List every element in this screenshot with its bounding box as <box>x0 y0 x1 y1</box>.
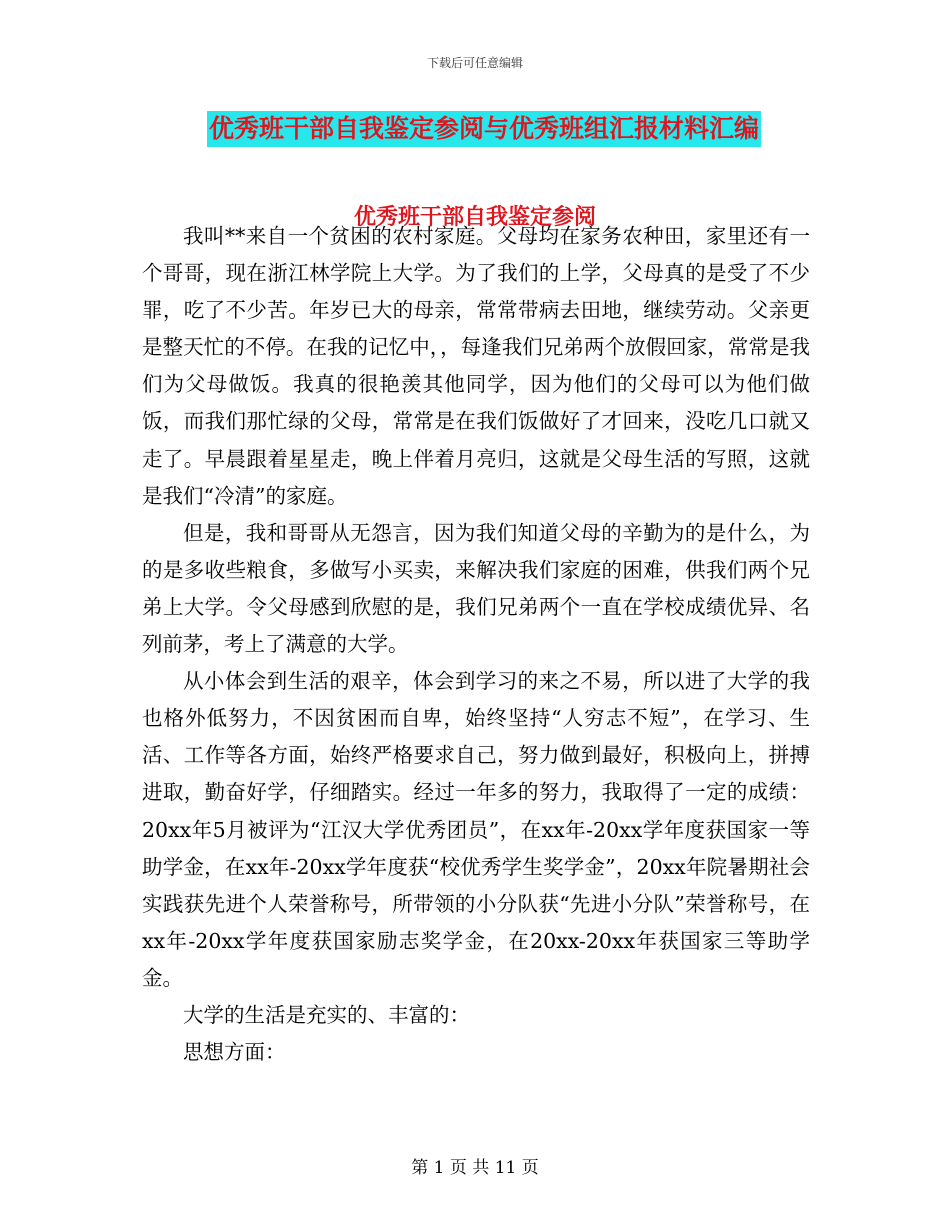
header-note: 下载后可任意编辑 <box>426 56 523 70</box>
paragraph-family: 我叫**来自一个贫困的农村家庭。父母均在家务农种田，家里还有一个哥哥，现在浙江林学院上大学。为了我们的上学，父母真的是受了不少罪，吃了不少苦。年岁已大的母亲，常常带病去田地，继续劳动。父亲更是整天忙的不停。在我的记忆中，，每逢我们兄弟两个放假回家，常常是我们为父母做饭。我真的很艳羡其他同学，因为他们的父母可以为他们做饭，而我们那忙绿的父母，常常是在我们饭做好了才回来，没吃几口就又走了。早晨跟着星星走，晚上伴着月亮归，这就是父母生活的写照，这就是我们“冷清”的家庭。 <box>142 224 810 508</box>
section-title: 优秀班干部自我鉴定参阅 <box>353 204 596 230</box>
paragraph-college-life: 大学的生活是充实的、丰富的： <box>183 1002 470 1027</box>
document-title: 优秀班干部自我鉴定参阅与优秀班组汇报材料汇编 <box>207 111 761 147</box>
page-number-footer: 第 1 页 共 11 页 <box>411 1158 539 1178</box>
document-body <box>142 218 810 1071</box>
paragraph-achievements: 从小体会到生活的艰辛，体会到学习的来之不易，所以进了大学的我也格外低努力，不因贫困而自卑，始终坚持“人穷志不短”，在学习、生活、工作等各方面，始终严格要求自己，努力做到最好，积极向上，拼搏进取，勤奋好学，仔细踏实。经过一年多的努力，我取得了一定的成绩：20xx年5月被评为“江汉大学优秀团员”，在xx年-20xx学年度获国家一等助学金，在xx年-20xx学年度获“校优秀学生奖学金”，20xx年院暑期社会实践获先进个人荣誉称号，所带领的小分队获“先进小分队”荣誉称号，在xx年-20xx学年度获国家励志奖学金，在20xx-20xx年获国家三等助学金。 <box>142 669 810 990</box>
paragraph-thought-heading: 思想方面： <box>183 1040 286 1065</box>
paragraph-no-complaints: 但是，我和哥哥从无怨言，因为我们知道父母的辛勤为的是什么，为的是多收些粮食，多做写小买卖，来解决我们家庭的困难，供我们两个兄弟上大学。令父母感到欣慰的是，我们兄弟两个一直在学校成绩优异、名列前茅，考上了满意的大学。 <box>142 520 810 657</box>
